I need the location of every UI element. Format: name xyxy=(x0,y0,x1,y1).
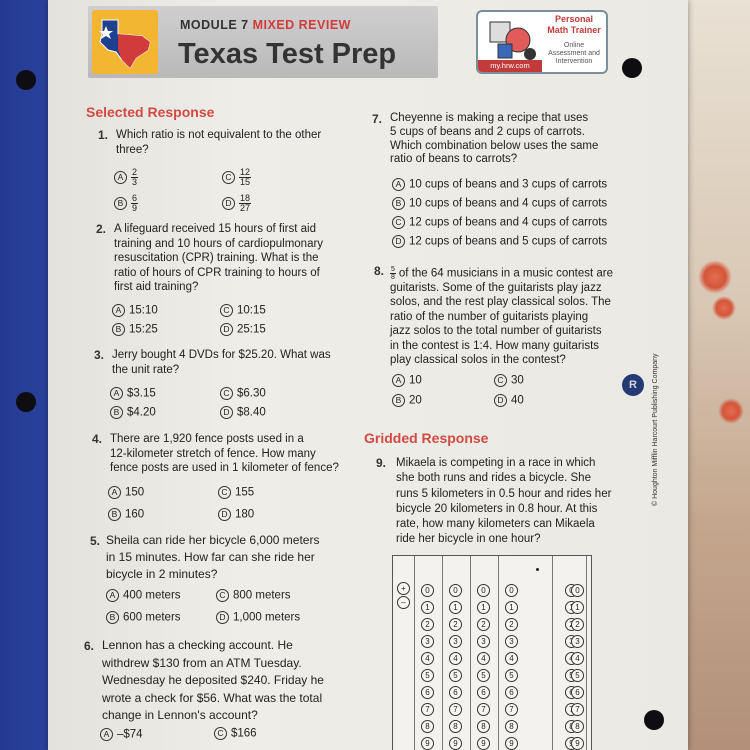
negative-sign-bubble[interactable]: – xyxy=(397,596,410,609)
answer-option-a[interactable]: A 150 xyxy=(108,486,144,499)
question-text: There are 1,920 fence posts used in a 12-kilometer stretch of fence. How many fence posts are used in 1 kilometer of fence? xyxy=(110,433,339,474)
answer-option-b[interactable]: B 160 xyxy=(108,508,144,521)
digit-bubble[interactable]: 3 xyxy=(449,635,462,648)
digit-bubble[interactable]: 6 xyxy=(505,686,518,699)
answer-option-c[interactable]: C $166 xyxy=(214,727,257,740)
answer-option-c[interactable]: C 30 xyxy=(494,374,524,387)
digit-bubble[interactable]: 1 xyxy=(449,601,462,614)
question-text: Which ratio is not equivalent to the other three? xyxy=(116,129,322,156)
digit-bubble[interactable]: 2 xyxy=(571,618,584,631)
digit-bubble[interactable]: 5 xyxy=(571,669,584,682)
digit-bubble[interactable]: 9 xyxy=(477,737,490,750)
positive-sign-bubble[interactable]: + xyxy=(397,582,410,595)
digit-bubble[interactable]: 5 xyxy=(477,669,490,682)
digit-bubble[interactable]: 1 xyxy=(421,601,434,614)
digit-column xyxy=(565,556,593,750)
answer-option-d[interactable]: D 12 cups of beans and 5 cups of carrots xyxy=(392,235,607,248)
digit-bubble[interactable]: 2 xyxy=(449,618,462,631)
personal-math-trainer-badge[interactable] xyxy=(476,10,608,74)
question-text: $\frac{5}{8}$ of the 64 musicians in a music contest are guitarists. Some of the guitarists play jazz solos, and the rest play classical solos. The ratio of the number of guitarists playing jazz solos to the total number of guitarists in the contest is 1:4. How many guitarists play classical solos in the contest? xyxy=(390,266,614,367)
digit-column xyxy=(471,556,499,750)
digit-bubble[interactable]: 0 xyxy=(449,584,462,597)
digit-bubble[interactable]: 4 xyxy=(505,652,518,665)
binder-hole xyxy=(644,710,664,730)
digit-bubble[interactable]: 8 xyxy=(505,720,518,733)
digit-bubble[interactable]: 7 xyxy=(505,703,518,716)
header-banner xyxy=(88,6,438,78)
digit-bubble[interactable]: 4 xyxy=(477,652,490,665)
binder-hole xyxy=(16,70,36,90)
flower-decoration xyxy=(712,296,736,320)
digit-bubble[interactable]: 6 xyxy=(449,686,462,699)
texas-map-icon xyxy=(92,10,158,74)
answer-option-b[interactable]: B $\frac{6}{9}$ xyxy=(114,194,138,213)
digit-bubble[interactable]: 8 xyxy=(421,720,434,733)
digit-bubble[interactable]: 6 xyxy=(477,686,490,699)
question-number: 6. xyxy=(84,639,95,653)
binder-hole xyxy=(622,58,642,78)
answer-option-d[interactable]: D 40 xyxy=(494,394,524,407)
digit-bubble[interactable]: 3 xyxy=(477,635,490,648)
digit-bubble[interactable]: 8 xyxy=(477,720,490,733)
answer-option-c[interactable]: C 12 cups of beans and 4 cups of carrots xyxy=(392,216,607,229)
answer-option-d[interactable]: D 25:15 xyxy=(220,323,266,336)
digit-column xyxy=(415,556,443,750)
digit-bubble[interactable]: 7 xyxy=(449,703,462,716)
answer-option-a[interactable]: A –$74 xyxy=(100,728,143,741)
digit-bubble[interactable]: 2 xyxy=(477,618,490,631)
flower-decoration xyxy=(698,260,732,294)
digit-bubble[interactable]: 3 xyxy=(571,635,584,648)
answer-option-d[interactable]: D 180 xyxy=(218,508,254,521)
question-text: Mikaela is competing in a race in which she both runs and rides a bicycle. She runs 5 kilometers in 0.5 hour and rides her bicycle 20 kilometers in 0.8 hour. At this rate, how many kilometers can Mikaela ride her bicycle in one hour? xyxy=(396,457,612,546)
digit-bubble[interactable]: 9 xyxy=(571,737,584,750)
answer-option-d[interactable]: D 1,000 meters xyxy=(216,611,300,624)
answer-option-b[interactable]: B $4.20 xyxy=(110,406,156,419)
digit-bubble[interactable]: 3 xyxy=(505,635,518,648)
digit-bubble[interactable]: 0 xyxy=(505,584,518,597)
digit-bubble[interactable]: 5 xyxy=(505,669,518,682)
flower-decoration xyxy=(718,398,744,424)
question-text: Jerry bought 4 DVDs for $25.20. What was the unit rate? xyxy=(112,349,331,376)
digit-bubble[interactable]: 9 xyxy=(421,737,434,750)
digit-bubble[interactable]: 7 xyxy=(421,703,434,716)
digit-bubble[interactable]: 5 xyxy=(449,669,462,682)
answer-option-c[interactable]: C 10:15 xyxy=(220,304,266,317)
digit-bubble[interactable]: 4 xyxy=(421,652,434,665)
answer-option-a[interactable]: A 10 xyxy=(392,374,422,387)
question-number: 1. xyxy=(98,128,109,142)
trainer-title: Personal Math Trainer xyxy=(547,14,601,35)
question-number: 9. xyxy=(376,456,387,470)
binder-hole xyxy=(16,392,36,412)
digit-column xyxy=(443,556,471,750)
answer-option-d[interactable]: D $\frac{18}{27}$ xyxy=(222,194,251,213)
digit-bubble[interactable]: 4 xyxy=(571,652,584,665)
module-label: MODULE 7 MIXED REVIEW xyxy=(180,18,351,32)
digit-bubble[interactable]: 6 xyxy=(421,686,434,699)
answer-option-b[interactable]: B 10 cups of beans and 4 cups of carrots xyxy=(392,197,607,210)
answer-option-c[interactable]: C $\frac{12}{15}$ xyxy=(222,168,251,187)
digit-bubble[interactable]: 9 xyxy=(449,737,462,750)
selected-response-heading: Selected Response xyxy=(86,104,215,120)
answer-option-c[interactable]: C 155 xyxy=(218,486,254,499)
digit-bubble[interactable]: 2 xyxy=(421,618,434,631)
digit-bubble[interactable]: 3 xyxy=(421,635,434,648)
answer-option-c[interactable]: C 800 meters xyxy=(216,589,291,602)
digit-bubble[interactable]: 7 xyxy=(477,703,490,716)
digit-bubble[interactable]: 8 xyxy=(449,720,462,733)
floral-fabric xyxy=(678,0,750,750)
digit-bubble[interactable]: 5 xyxy=(421,669,434,682)
question-text: Cheyenne is making a recipe that uses 5 cups of beans and 2 cups of carrots. Which combination below uses the same ratio of beans to carrots? xyxy=(390,112,599,166)
question-number: 5. xyxy=(90,534,101,548)
answer-option-d[interactable]: D $8.40 xyxy=(220,406,266,419)
trainer-url[interactable]: my.hrw.com xyxy=(478,60,542,72)
page-title: Texas Test Prep xyxy=(178,38,397,70)
answer-option-b[interactable]: B 600 meters xyxy=(106,611,181,624)
digit-bubble[interactable]: 0 xyxy=(571,584,584,597)
question-number: 2. xyxy=(96,222,107,236)
question-text: Sheila can ride her bicycle 6,000 meters in 15 minutes. How far can she ride her bicycle in 2 minutes? xyxy=(106,533,320,581)
copyright-note: © Houghton Mifflin Harcourt Publishing Company xyxy=(652,353,659,506)
question-number: 3. xyxy=(94,348,105,362)
answer-option-a[interactable]: A 10 cups of beans and 3 cups of carrots xyxy=(392,178,607,191)
digit-bubble[interactable]: 7 xyxy=(571,703,584,716)
answer-option-b[interactable]: B 15:25 xyxy=(112,323,158,336)
gridded-response-heading: Gridded Response xyxy=(364,430,489,446)
answer-option-c[interactable]: C $6.30 xyxy=(220,387,266,400)
sign-column xyxy=(393,556,415,750)
digit-bubble[interactable]: 4 xyxy=(449,652,462,665)
digit-column xyxy=(499,556,553,750)
answer-option-a[interactable]: A $\frac{2}{3}$ xyxy=(114,168,138,187)
digit-bubble[interactable]: 0 xyxy=(421,584,434,597)
gridded-answer-grid[interactable] xyxy=(392,555,592,750)
publisher-badge: R xyxy=(622,374,644,396)
trainer-subtitle: Online Assessment and Intervention xyxy=(548,42,600,65)
answer-option-a[interactable]: A 15:10 xyxy=(112,304,158,317)
digit-bubble[interactable]: 1 xyxy=(477,601,490,614)
digit-bubble[interactable]: 0 xyxy=(477,584,490,597)
digit-bubble[interactable]: 1 xyxy=(571,601,584,614)
digit-bubble[interactable]: 6 xyxy=(571,686,584,699)
digit-bubble[interactable]: 2 xyxy=(505,618,518,631)
question-number: 8. xyxy=(374,264,385,278)
answer-option-a[interactable]: A 400 meters xyxy=(106,589,181,602)
question-number: 7. xyxy=(372,112,383,126)
answer-option-a[interactable]: A $3.15 xyxy=(110,387,156,400)
digit-bubble[interactable]: 8 xyxy=(571,720,584,733)
question-text: Lennon has a checking account. He withdrew $130 from an ATM Tuesday. Wednesday he deposited $240. Friday he wrote a check for $56. What was the total change in Lennon's account? xyxy=(102,638,324,722)
answer-option-b[interactable]: B 20 xyxy=(392,394,422,407)
digit-bubble[interactable]: 9 xyxy=(505,737,518,750)
digit-bubble[interactable]: 1 xyxy=(505,601,518,614)
trainer-robot-icon xyxy=(484,16,544,64)
question-number: 4. xyxy=(92,432,103,446)
question-text: A lifeguard received 15 hours of first aid training and 10 hours of cardiopulmonary resuscitation (CPR) training. What is the ratio of hours of CPR training to hours of first aid training? xyxy=(114,223,324,293)
